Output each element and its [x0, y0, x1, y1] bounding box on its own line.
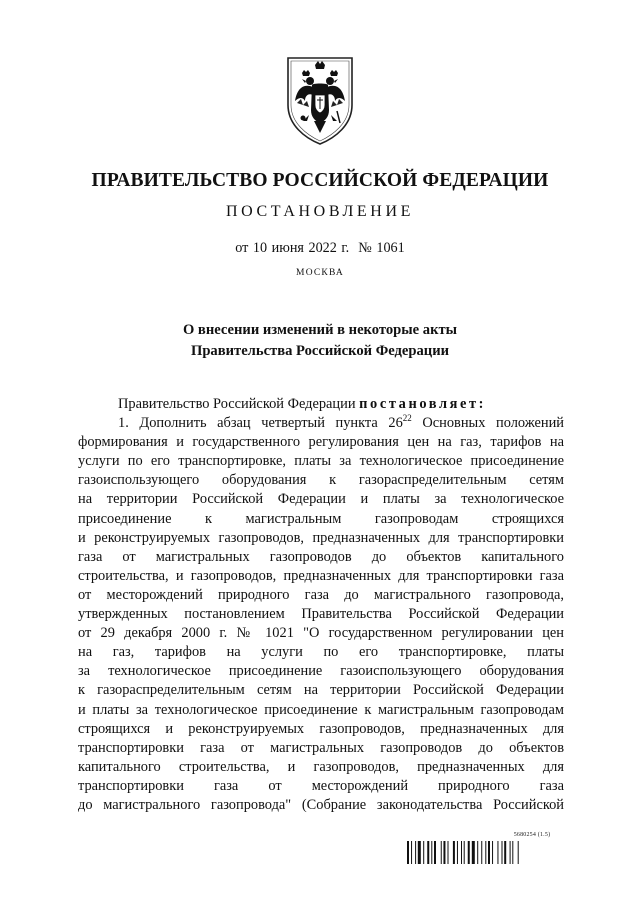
intro-verb: постановляет: — [359, 396, 487, 412]
body-line: услуги по его транспортировке, платы за технологическое присоединение — [78, 453, 564, 470]
document-body — [78, 395, 564, 815]
body-line: и реконструируемых газопроводов, предназначенных для транспортировки — [78, 529, 564, 546]
body-line — [78, 414, 564, 433]
state-emblem-icon — [285, 55, 355, 147]
body-line: на территории Российской Федерации и платы за технологическое — [78, 491, 564, 508]
subject-line-1: О внесении изменений в некоторые акты — [182, 322, 458, 338]
registration-stamp: 5680254 (1.5) — [513, 832, 551, 838]
barcode-icon — [407, 841, 565, 864]
document-city: МОСКВА — [296, 268, 344, 278]
body-line: и платы за технологическое присоединение к магистральным газопроводам — [78, 701, 564, 718]
body-line: газа от магистральных газопроводов до объектов капитального — [78, 548, 564, 565]
government-title: ПРАВИТЕЛЬСТВО РОССИЙСКОЙ ФЕДЕРАЦИИ — [91, 170, 549, 191]
footnote-superscript: 22 — [402, 413, 412, 424]
body-line: к газораспределительным сетям на территории Российской Федерации — [78, 682, 564, 699]
body-line: транспортировки газа от магистральных газопроводов до объектов — [78, 739, 564, 756]
document-type: ПОСТАНОВЛЕНИЕ — [226, 203, 414, 220]
document-subject — [0, 320, 640, 362]
body-line: от месторождений природного газа до магистрального газопровода, — [78, 586, 564, 603]
body-line: утвержденных постановлением Правительства Российской Федерации — [78, 606, 564, 623]
intro-lead: Правительство Российской Федерации — [118, 396, 360, 412]
body-line-1a: 1. Дополнить абзац четвертый пункта 26 — [118, 415, 403, 432]
document-date-number: от 10 июня 2022 г. № 1061 — [235, 240, 405, 256]
body-line: присоединение к магистральным газопроводам строящихся — [78, 510, 564, 527]
body-line: до магистрального газопровода" (Собрание законодательства Российской — [78, 796, 564, 813]
body-line-1b: Основных положений — [411, 415, 564, 432]
body-line: за технологическое присоединение газоиспользующего оборудования — [78, 663, 564, 680]
body-line: газоиспользующего оборудования к газораспределительным сетям — [78, 472, 564, 489]
body-line: строительства, и газопроводов, предназначенных для транспортировки газа — [78, 567, 564, 584]
body-line: строящихся и реконструируемых газопроводов, предназначенных для — [78, 720, 564, 737]
body-line: капитального строительства, и газопроводов, предназначенных для — [78, 758, 564, 775]
body-intro-line — [78, 395, 564, 414]
subject-line-2: Правительства Российской Федерации — [190, 343, 450, 359]
body-line: от 29 декабря 2000 г. № 1021 "О государственном регулировании цен — [78, 625, 564, 642]
body-line: на газ, тарифов на услуги по его транспортировке, платы — [78, 644, 564, 661]
body-line: транспортировки газа от месторождений природного газа — [78, 777, 564, 794]
body-line: формирования и государственного регулирования цен на газ, тарифов на — [78, 434, 564, 451]
